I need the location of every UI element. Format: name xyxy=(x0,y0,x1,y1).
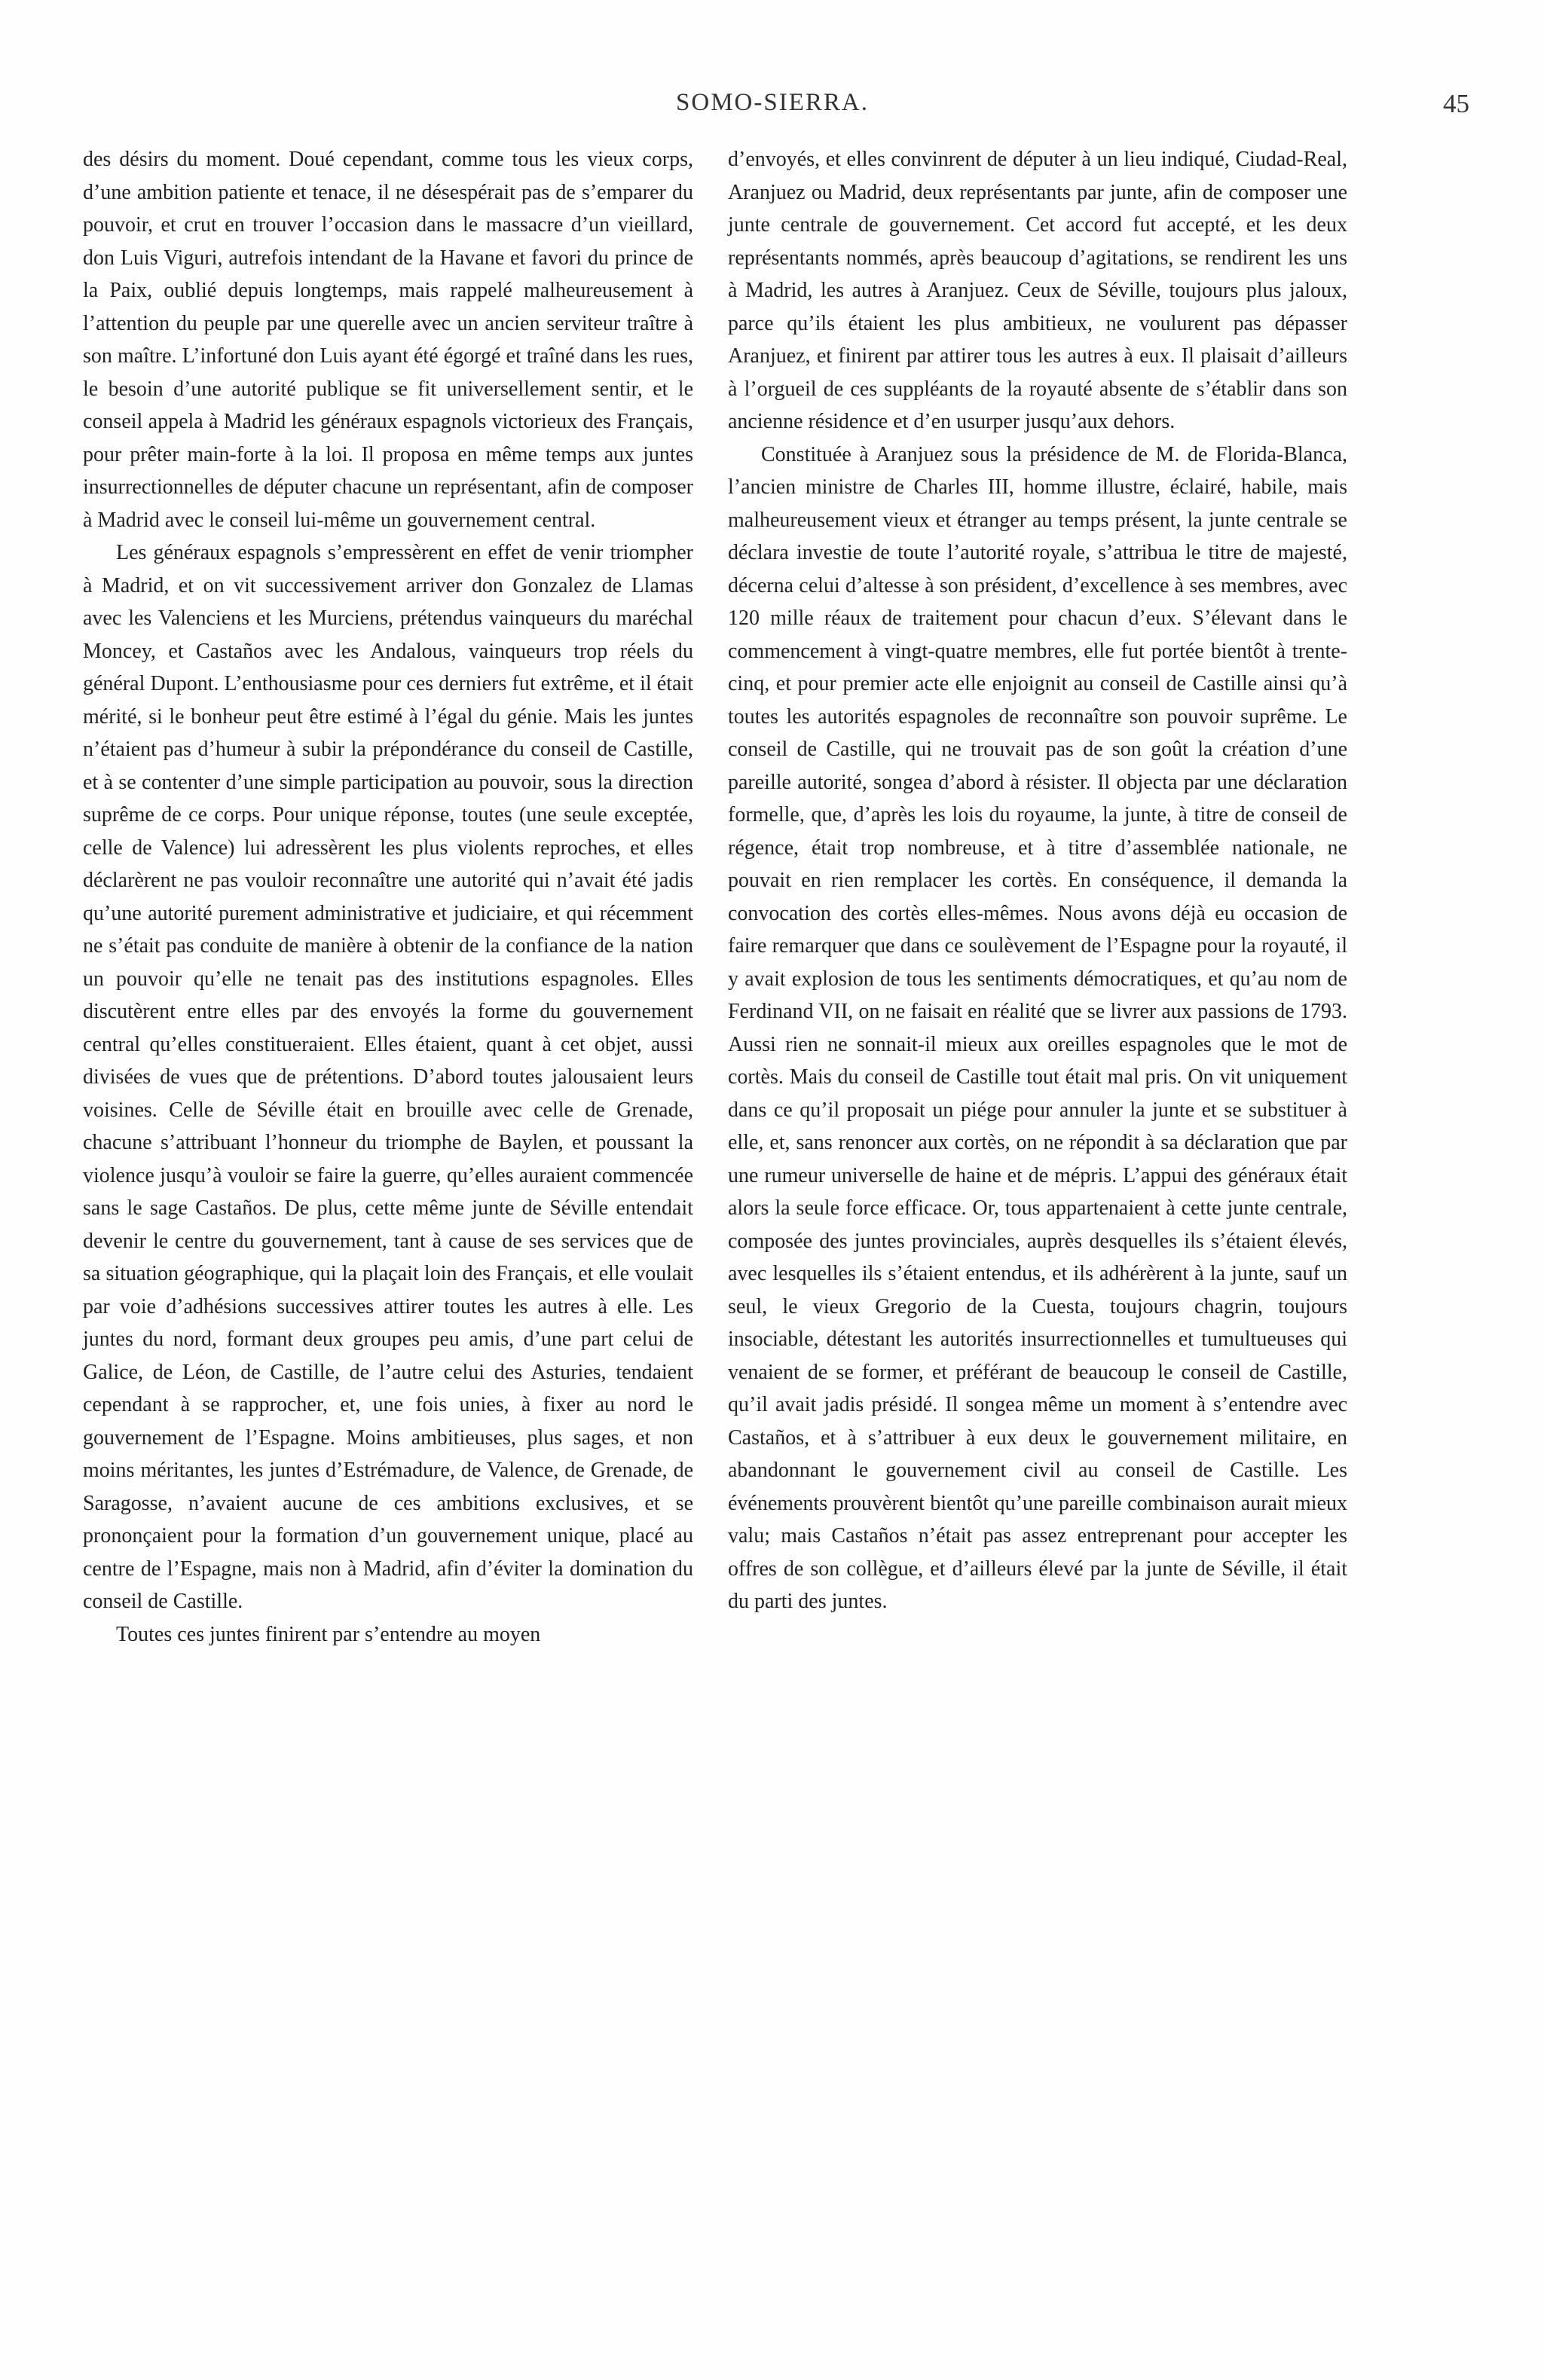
paragraph: Constituée à Aranjuez sous la présidence de M. de Florida-Blanca, l’ancien ministre de Charles III, homme illustre, éclairé, habile, mais malheureusement vieux et étranger au temps présent, la junte centrale se déclara investie de toute l’autorité royale, s’attribua le titre de majesté, décerna celui d’altesse à son président, d’excellence à ses membres, avec 120 mille réaux de traitement pour chacun d’eux. S’élevant dans le commencement à vingt-quatre membres, elle fut portée bientôt à trente-cinq, et pour premier acte elle enjoignit au conseil de Castille ainsi qu’à toutes les autorités espagnoles de reconnaître son pouvoir suprême. Le conseil de Castille, qui ne trouvait pas de son goût la création d’une pareille autorité, songea d’abord à résister. Il objecta par une déclaration formelle, que, d’après les lois du royaume, la junte, à titre de conseil de régence, était trop nombreuse, et à titre d’assemblée nationale, ne pouvait en rien remplacer les cortès. En conséquence, il demanda la convocation des cortès elles-mêmes. Nous avons déjà eu occasion de faire remarquer que dans ce soulèvement de l’Espagne pour la royauté, il y avait explosion de tous les sentiments démocratiques, et qu’au nom de Ferdinand VII, on ne faisait en réalité que se livrer aux passions de 1793. Aussi rien ne sonnait-il mieux aux oreilles espagnoles que le mot de cortès. Mais du conseil de Castille tout était mal pris. On vit uniquement dans ce qu’il proposait un piége pour annuler la junte et se substituer à elle, et, sans renoncer aux cortès, on ne répondit à sa déclaration que par une rumeur universelle de haine et de mépris. L’appui des généraux était alors la seule force efficace. Or, tous appartenaient à cette junte centrale, composée des juntes provinciales, auprès desquelles ils s’étaient élevés, avec lesquelles ils s’étaient entendus, et ils adhérèrent à la junte, sauf un seul, le vieux Gregorio de la Cuesta, toujours chagrin, toujours insociable, détestant les autorités insurrectionnelles et tumultueuses qui venaient de se former, et préférant de beaucoup le conseil de Castille, qu’il avait jadis présidé. Il songea même un moment à s’entendre avec Castaños, et à s’attribuer à eux deux le gouvernement militaire, en abandonnant le gouvernement civil au conseil de Castille. Les événements prouvèrent bientôt qu’une pareille combinaison aurait mieux valu; mais Castaños n’était pas assez entreprenant pour accepter les offres de son collègue, et d’ailleurs élevé par la junte de Séville, il était du parti des juntes. xyxy=(728,442,1347,1613)
paragraph: Les généraux espagnols s’empressèrent en effet de venir triompher à Madrid, et on vit successivement arriver don Gonzalez de Llamas avec les Valenciens et les Murciens, prétendus vainqueurs du maréchal Moncey, et Castaños avec les Andalous, vainqueurs trop réels du général Dupont. L’enthousiasme pour ces derniers fut extrême, et il était mérité, si le bonheur peut être estimé à l’égal du génie. Mais les juntes n’étaient pas d’humeur à subir la prépondérance du conseil de Castille, et à se contenter d’une simple participation au pouvoir, sous la direction suprême de ce corps. Pour unique réponse, toutes (une seule exceptée, celle de Valence) lui adressèrent les plus violents reproches, et elles déclarèrent ne pas vouloir reconnaître une autorité qui n’avait été jadis qu’une autorité purement administrative et judiciaire, et qui récemment ne s’était pas conduite de manière à obtenir de la confiance de la nation un pouvoir qu’elle ne tenait pas des institutions espagnoles. Elles discutèrent entre elles par des envoyés la forme du gouvernement central qu’elles constitueraient. Elles étaient, quant à cet objet, aussi divisées de vues que de prétentions. D’abord toutes jalousaient leurs voisines. Celle de Séville était en brouille avec celle de Grenade, chacune s’attribuant l’honneur du triomphe de Baylen, et poussant la violence jusqu’à vouloir se faire la guerre, qu’elles auraient commencée sans le sage Castaños. De plus, cette même junte de Séville entendait devenir le centre du gouvernement, tant à cause de ses services que de sa situation géographique, qui la plaçait loin des Français, et elle voulait par voie d’adhésions successives attirer toutes les autres à elle. Les juntes du nord, formant deux groupes peu amis, d’une part celui de Galice, de Léon, de Castille, de l’autre celui des Asturies, tendaient cependant à se rapprocher, et, une fois unies, à fixer au nord le gouvernement de l’Espagne. Moins ambitieuses, plus sages, et non moins méritantes, les juntes d’Estrémadure, de Valence, de Grenade, de Saragosse, n’avaient aucune de ces ambitions exclusives, et se prononçaient pour la formation d’un gouvernement unique, placé au centre de l’Espagne, mais non à Madrid, afin d’éviter la domination du conseil de Castille. xyxy=(83,541,693,1613)
paragraph: Toutes ces juntes finirent par s’entendre au moyen xyxy=(116,1622,541,1646)
running-head xyxy=(75,89,1469,127)
left-column xyxy=(83,143,693,1651)
page-number: 45 xyxy=(1443,89,1469,118)
paragraph: des désirs du moment. Doué cependant, comme tous les vieux corps, d’une ambition patiente et tenace, il ne désespérait pas de s’emparer du pouvoir, et crut en trouver l’occasion dans le massacre d’un vieillard, don Luis Viguri, autrefois intendant de la Havane et favori du prince de la Paix, oublié depuis longtemps, mais rappelé malheureusement à l’attention du peuple par une querelle avec un ancien serviteur traître à son maître. L’infortuné don Luis ayant été égorgé et traîné dans les rues, le besoin d’une autorité publique se fit universellement sentir, et le conseil appela à Madrid les généraux espagnols victorieux des Français, pour prêter main-forte à la loi. Il proposa en même temps aux juntes insurrectionnelles de députer chacune un représentant, afin de composer à Madrid avec le conseil lui-même un gouvernement central. xyxy=(83,148,693,532)
right-column xyxy=(728,143,1347,1618)
paragraph: d’envoyés, et elles convinrent de députer à un lieu indiqué, Ciudad-Real, Aranjuez ou Madrid, deux représentants par junte, afin de composer une junte centrale de gouvernement. Cet accord fut accepté, et les deux représentants nommés, après beaucoup d’agitations, se rendirent les uns à Madrid, les autres à Aranjuez. Ceux de Séville, toujours plus jaloux, parce qu’ils étaient les plus ambitieux, ne voulurent pas dépasser Aranjuez, et finirent par attirer tous les autres à eux. Il plaisait d’ailleurs à l’orgueil de ces suppléants de la royauté absente de s’établir dans son ancienne résidence et d’en usurper jusqu’aux dehors. xyxy=(728,148,1347,433)
running-title: SOMO-SIERRA. xyxy=(676,89,869,116)
